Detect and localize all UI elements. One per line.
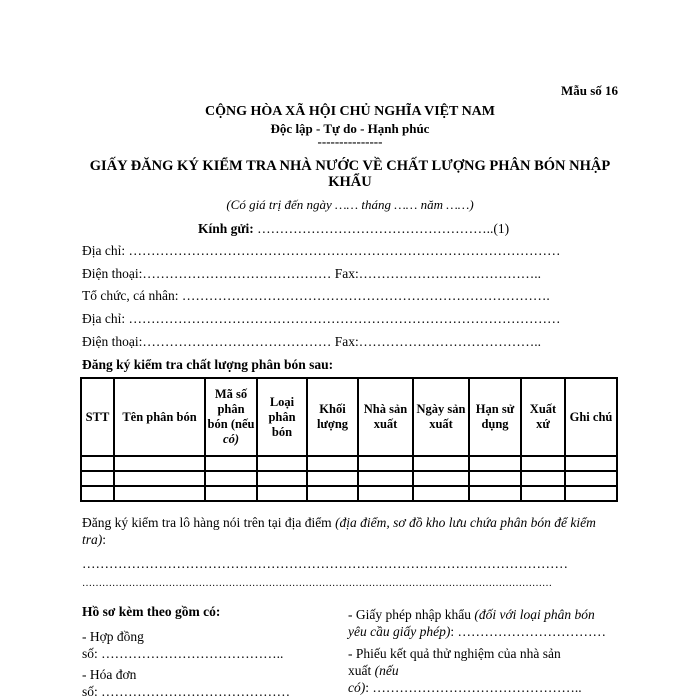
attached-docs-heading: Hồ sơ kèm theo gồm có: [82,604,221,619]
register-heading: Đăng ký kiểm tra chất lượng phân bón sau: [82,357,334,372]
column-header-name: Tên phân bón [114,378,205,456]
address-field-1: Địa chỉ: …………………………………………………………………………………… [82,243,561,258]
import-permit-line-1: - Giấy phép nhập khẩu (đối với loại phân bón [348,607,595,622]
table-cell[interactable] [205,486,257,501]
table-cell[interactable] [565,486,617,501]
recipient-label: Kính gửi: [198,221,254,236]
inspection-location-line-1: Đăng ký kiểm tra lô hàng nói trên tại địa điểm (địa điểm, sơ đồ kho lưu chứa phân bón để kiểm [82,515,596,530]
national-title: CỘNG HÒA XÃ HỘI CHỦ NGHĨA VIỆT NAM [204,104,495,119]
table-cell[interactable] [307,456,358,471]
inspection-dots-line-1: ……………………………………………………………………………………………… [82,556,568,571]
column-header-quantity: Khối lượng [307,378,358,456]
table-cell[interactable] [205,456,257,471]
inspection-location-line-2: tra): [82,532,107,547]
table-cell[interactable] [114,471,205,486]
table-cell[interactable] [469,471,521,486]
phone-fax-field-2: Điện thoại:…………………………………… Fax:………………………………….. [82,334,541,349]
national-motto: Độc lập - Tự do - Hạnh phúc [270,121,430,136]
table-cell[interactable] [358,486,413,501]
table-cell[interactable] [81,456,114,471]
organization-field: Tổ chức, cá nhân: ………………………………………………………………………. [82,288,550,303]
table-cell[interactable] [521,456,565,471]
table-header-row [81,378,617,456]
document-title-line-2: KHẨU [328,174,372,190]
column-header-manufacture-date: Ngày sản xuất [413,378,469,456]
column-header-code: Mã số phân bón (nếu có) [205,378,257,456]
validity-note: (Có giá trị đến ngày …… tháng …… năm ……) [226,197,474,212]
table-cell[interactable] [358,456,413,471]
table-cell[interactable] [521,486,565,501]
test-result-line-3: có): ……………………………………….. [348,680,582,695]
table-cell[interactable] [205,471,257,486]
fertilizer-table [80,377,618,502]
column-header-note: Ghi chú [565,378,617,456]
table-row [81,456,617,471]
document-title-line-1: GIẤY ĐĂNG KÝ KIỂM TRA NHÀ NƯỚC VỀ CHẤT LƯỢNG PHÂN BÓN NHẬP [89,158,611,174]
invoice-number-field: số: …………………………………… [82,684,291,699]
table-cell[interactable] [81,486,114,501]
table-cell[interactable] [469,456,521,471]
table-cell[interactable] [114,486,205,501]
table-cell[interactable] [358,471,413,486]
table-cell[interactable] [413,486,469,501]
column-header-stt: STT [81,378,114,456]
table-row [81,471,617,486]
inspection-dots-line-2: …………………………………………………………………………………………………………………………… [82,578,552,589]
table-cell[interactable] [257,486,307,501]
contract-number-field: số: ………………………………….. [82,646,284,661]
contract-label: - Hợp đồng [82,629,144,644]
table-cell[interactable] [413,471,469,486]
import-permit-line-2: yêu cầu giấy phép): …………………………… [348,624,606,639]
table-cell[interactable] [81,471,114,486]
table-cell[interactable] [413,456,469,471]
address-field-2: Địa chỉ: …………………………………………………………………………………… [82,311,561,326]
table-cell[interactable] [521,471,565,486]
column-header-manufacturer: Nhà sản xuất [358,378,413,456]
table-cell[interactable] [307,471,358,486]
test-result-line-2: xuất (nếu [348,663,399,678]
column-header-type: Loại phân bón [257,378,307,456]
table-row [81,486,617,501]
table-cell[interactable] [257,456,307,471]
header-separator: --------------- [317,134,383,149]
table-cell[interactable] [114,456,205,471]
recipient-dots: ……………………………………………..(1) [253,221,510,236]
table-cell[interactable] [565,471,617,486]
table-cell[interactable] [565,456,617,471]
table-cell[interactable] [307,486,358,501]
recipient-line [198,221,509,237]
column-header-origin: Xuất xứ [521,378,565,456]
form-number: Mẫu số 16 [560,83,618,98]
invoice-label: - Hóa đơn [82,667,137,682]
test-result-line-1: - Phiếu kết quả thử nghiệm của nhà sản [348,646,561,661]
phone-fax-field-1: Điện thoại:…………………………………… Fax:………………………………….. [82,266,541,281]
table-cell[interactable] [257,471,307,486]
column-header-expiry: Hạn sử dụng [469,378,521,456]
table-cell[interactable] [469,486,521,501]
